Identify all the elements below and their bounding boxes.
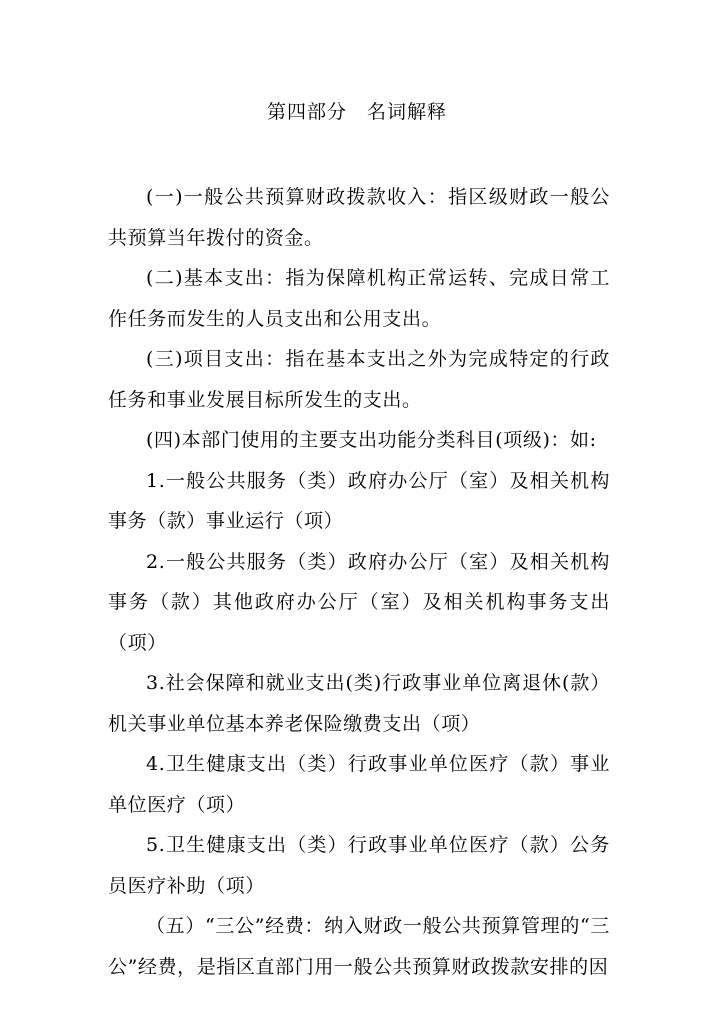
page-title: 第四部分 名词解释 <box>266 101 447 123</box>
paragraph-general-budget-income: (一)一般公共预算财政拨款收入：指区级财政一般公共预算当年拨付的资金。 <box>108 186 610 249</box>
paragraph-item-1: 1.一般公共服务（类）政府办公厅（室）及相关机构事务（款）事业运行（项） <box>108 469 610 532</box>
paragraph-item-4: 4.卫生健康支出（类）行政事业单位医疗（款）事业单位医疗（项） <box>108 753 610 816</box>
paragraph-item-3: 3.社会保障和就业支出(类)行政事业单位离退休(款）机关事业单位基本养老保险缴费支出（项） <box>108 672 610 735</box>
paragraph-item-2: 2.一般公共服务（类）政府办公厅（室）及相关机构事务（款）其他政府办公厅（室）及相关机构事务支出（项） <box>108 550 610 654</box>
paragraph-basic-expenditure: (二)基本支出：指为保障机构正常运转、完成日常工作任务而发生的人员支出和公用支出。 <box>108 267 610 330</box>
paragraph-three-public-expenses: （五）“三公”经费：纳入财政一般公共预算管理的“三公”经费，是指区直部门用一般公共预算财政拨款安排的因 <box>108 915 610 978</box>
document-body <box>108 177 610 987</box>
paragraph-function-classification: (四)本部门使用的主要支出功能分类科目(项级)：如: <box>146 429 597 451</box>
paragraph-project-expenditure: (三)项目支出：指在基本支出之外为完成特定的行政任务和事业发展目标所发生的支出。 <box>108 348 610 411</box>
paragraph-item-5: 5.卫生健康支出（类）行政事业单位医疗（款）公务员医疗补助（项） <box>108 834 610 897</box>
